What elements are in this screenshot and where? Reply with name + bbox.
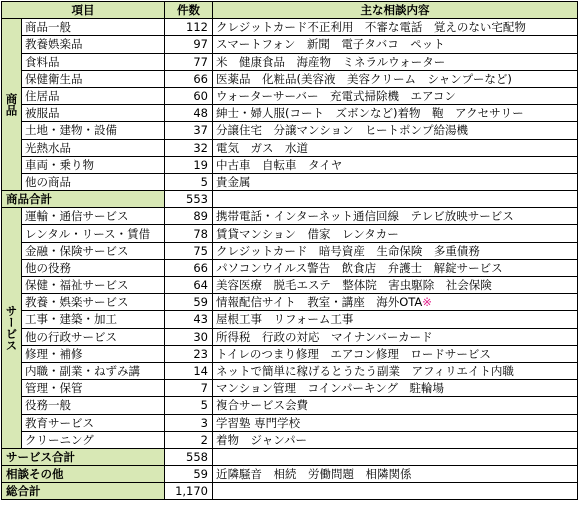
row-content — [213, 225, 578, 242]
row-item: 他の行政サービス — [22, 328, 165, 345]
goods-category-label: 商品 — [2, 19, 22, 191]
row-item: 車両・乗り物 — [22, 156, 165, 173]
table-row — [2, 397, 578, 414]
row-count: 60 — [165, 87, 213, 104]
row-content — [213, 122, 578, 139]
goods-total-count: 553 — [165, 191, 213, 208]
row-content-text: 着物 ジャンパー — [216, 432, 307, 447]
table-row — [2, 19, 578, 36]
table-row — [2, 122, 578, 139]
table-row — [2, 225, 578, 242]
row-content-text: ウォーターサーバー 充電式掃除機 エアコン — [216, 89, 456, 104]
row-content-text: 屋根工事 リフォーム工事 — [216, 312, 354, 327]
row-item: 他の商品 — [22, 173, 165, 190]
row-item: 内職・副業・ねずみ講 — [22, 362, 165, 379]
header-item: 項目 — [2, 2, 165, 19]
row-count: 32 — [165, 139, 213, 156]
row-item: 他の役務 — [22, 259, 165, 276]
row-count: 112 — [165, 19, 213, 36]
row-item: 商品一般 — [22, 19, 165, 36]
row-content — [213, 36, 578, 53]
row-count: 3 — [165, 414, 213, 431]
row-count: 48 — [165, 105, 213, 122]
other-content: 近隣騒音 相続 労働問題 相隣関係 — [213, 466, 578, 483]
table-row — [2, 208, 578, 225]
services-category-label: サービス — [2, 208, 22, 449]
row-content — [213, 242, 578, 259]
table-row — [2, 259, 578, 276]
row-content-text: 情報配信サイト 教室・講座 海外OTA — [216, 295, 423, 310]
row-content — [213, 362, 578, 379]
row-item: 保健・福祉サービス — [22, 277, 165, 294]
table-row — [2, 156, 578, 173]
consultation-table — [1, 1, 578, 500]
table-row — [2, 414, 578, 431]
services-total-count: 558 — [165, 448, 213, 465]
table-row — [2, 311, 578, 328]
table-row — [2, 139, 578, 156]
table-row — [2, 277, 578, 294]
row-count: 19 — [165, 156, 213, 173]
table-row — [2, 328, 578, 345]
row-item: 教養・娯楽サービス — [22, 294, 165, 311]
row-count: 77 — [165, 53, 213, 70]
row-item: 教養娯楽品 — [22, 36, 165, 53]
row-item: 土地・建物・設備 — [22, 122, 165, 139]
table-row — [2, 173, 578, 190]
table-row — [2, 380, 578, 397]
row-item: 工事・建築・加工 — [22, 311, 165, 328]
row-content — [213, 105, 578, 122]
row-count: 66 — [165, 259, 213, 276]
row-count: 97 — [165, 36, 213, 53]
services-total-row — [2, 448, 578, 465]
row-item: 運輸・通信サービス — [22, 208, 165, 225]
row-item: レンタル・リース・賃借 — [22, 225, 165, 242]
row-content — [213, 87, 578, 104]
row-item: クリーニング — [22, 431, 165, 448]
row-content — [213, 139, 578, 156]
table-row — [2, 53, 578, 70]
row-content — [213, 380, 578, 397]
row-count: 89 — [165, 208, 213, 225]
row-item: 金融・保険サービス — [22, 242, 165, 259]
row-content-text: 賃貸マンション 借家 レンタカー — [216, 226, 399, 241]
row-content — [213, 70, 578, 87]
row-count: 7 — [165, 380, 213, 397]
row-content-text: 所得税 行政の対応 マイナンバーカード — [216, 329, 433, 344]
row-content-text: ネットで簡単に稼げるとうたう副業 アフィリエイト内職 — [216, 364, 514, 379]
goods-section — [2, 19, 578, 191]
row-content — [213, 259, 578, 276]
grand-total-row — [2, 483, 578, 500]
row-content-text: 学習塾 専門学校 — [216, 415, 301, 430]
row-content-text: 分譲住宅 分譲マンション ヒートポンプ給湯機 — [216, 123, 469, 138]
services-total-label: サービス合計 — [2, 448, 165, 465]
row-content — [213, 173, 578, 190]
row-content — [213, 294, 578, 311]
row-item: 被服品 — [22, 105, 165, 122]
other-row — [2, 466, 578, 483]
row-count: 66 — [165, 70, 213, 87]
row-count: 43 — [165, 311, 213, 328]
row-item: 教育サービス — [22, 414, 165, 431]
row-content — [213, 431, 578, 448]
row-item: 光熱水品 — [22, 139, 165, 156]
row-content — [213, 19, 578, 36]
row-content — [213, 311, 578, 328]
row-content — [213, 414, 578, 431]
table-row — [2, 242, 578, 259]
row-count: 5 — [165, 173, 213, 190]
header-row — [2, 2, 578, 19]
grand-total-label: 総合計 — [2, 483, 165, 500]
services-total-content — [213, 448, 578, 465]
row-content-text: 携帯電話・インターネット通信回線 テレビ放映サービス — [216, 209, 514, 224]
row-item: 修理・補修 — [22, 345, 165, 362]
header-count: 件数 — [165, 2, 213, 19]
other-label: 相談その他 — [2, 466, 165, 483]
header-content: 主な相談内容 — [213, 2, 578, 19]
table-row — [2, 294, 578, 311]
row-content — [213, 53, 578, 70]
table-row — [2, 87, 578, 104]
row-content-text: スマートフォン 新聞 電子タバコ ペット — [216, 37, 445, 52]
row-content-text: トイレのつまり修理 エアコン修理 ロードサービス — [216, 346, 491, 361]
row-content-text: 医薬品 化粧品(美容液 美容クリーム シャンプーなど) — [216, 71, 512, 86]
row-content-text: 紳士・婦人服(コート ズボンなど)着物 鞄 アクセサリー — [216, 106, 524, 121]
row-item: 管理・保管 — [22, 380, 165, 397]
row-content-text: 米 健康食品 海産物 ミネラルウォーター — [216, 54, 446, 69]
services-section — [2, 208, 578, 449]
note-mark: ※ — [422, 295, 432, 310]
grand-total-content — [213, 483, 578, 500]
row-item: 住居品 — [22, 87, 165, 104]
row-item: 保健衛生品 — [22, 70, 165, 87]
table-row — [2, 345, 578, 362]
consultation-table-container — [1, 1, 577, 506]
row-content — [213, 156, 578, 173]
row-content-text: 電気 ガス 水道 — [216, 140, 308, 155]
row-content — [213, 397, 578, 414]
grand-total-count: 1,170 — [165, 483, 213, 500]
row-count: 23 — [165, 345, 213, 362]
goods-total-row — [2, 191, 578, 208]
row-count: 2 — [165, 431, 213, 448]
row-content-text: 中古車 自転車 タイヤ — [216, 157, 343, 172]
row-count: 78 — [165, 225, 213, 242]
row-content-text: 貴金属 — [216, 174, 251, 189]
row-content-text: クレジットカード 暗号資産 生命保険 多重債務 — [216, 243, 480, 258]
row-content — [213, 345, 578, 362]
goods-total-content — [213, 191, 578, 208]
row-content — [213, 328, 578, 345]
row-content-text: クレジットカード不正利用 不審な電話 覚えのない宅配物 — [216, 20, 526, 35]
row-count: 64 — [165, 277, 213, 294]
row-count: 37 — [165, 122, 213, 139]
row-item: 役務一般 — [22, 397, 165, 414]
row-content — [213, 277, 578, 294]
row-content-text: パソコンウイルス警告 飲食店 弁護士 解錠サービス — [216, 260, 503, 275]
row-count: 75 — [165, 242, 213, 259]
table-row — [2, 431, 578, 448]
row-content — [213, 208, 578, 225]
row-content-text: 複合サービス会費 — [216, 398, 308, 413]
row-count: 30 — [165, 328, 213, 345]
table-row — [2, 362, 578, 379]
row-content-text: 美容医療 脱毛エステ 整体院 害虫駆除 社会保険 — [216, 278, 492, 293]
table-row — [2, 70, 578, 87]
other-count: 59 — [165, 466, 213, 483]
goods-total-label: 商品合計 — [2, 191, 165, 208]
row-item: 食料品 — [22, 53, 165, 70]
table-row — [2, 36, 578, 53]
row-count: 5 — [165, 397, 213, 414]
table-row — [2, 105, 578, 122]
row-count: 14 — [165, 362, 213, 379]
row-count: 59 — [165, 294, 213, 311]
row-content-text: マンション管理 コインパーキング 駐輪場 — [216, 381, 444, 396]
